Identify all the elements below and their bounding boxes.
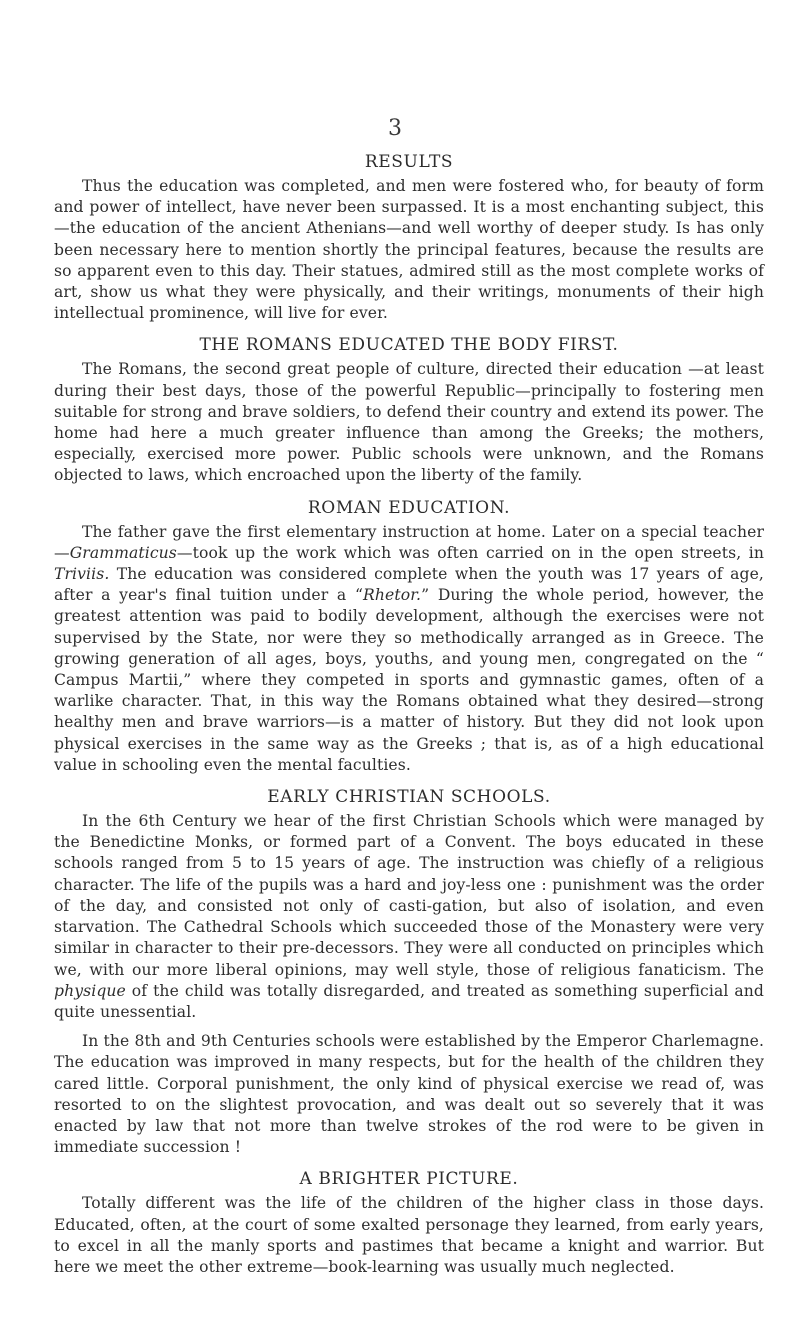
paragraph-brighter-picture: Totally different was the life of the children of the higher class in those days. Educated, often, at the court of some exalted personage they learned, from early years, to excel in all the manly sports and pastimes that became a knight and warrior. But here we meet the other extreme—book-learning was usually much neglected. — [54, 1194, 764, 1276]
heading-romans-body-first: THE ROMANS EDUCATED THE BODY FIRST. — [199, 335, 619, 356]
paragraph-charlemagne: In the 8th and 9th Centuries schools were established by the Emperor Charlemagne. The education was improved in many respects, but for the health of the children they cared little. Corporal punishment, the only kind of physical exercise we read of, was resorted to on the slightest provocation, and was dealt out so severely that it was enacted by law that not more than twelve strokes of the rod were to be given in immediate succession ! — [54, 1032, 764, 1157]
italic-term-physique: physique — [54, 981, 126, 1000]
heading-results: RESULTS — [364, 152, 454, 172]
heading-brighter-picture: A BRIGHTER PICTURE. — [299, 1169, 519, 1190]
text-run: of the child was totally disregarded, and treated as something superficial and quite unessential. — [54, 981, 764, 1021]
text-column — [54, 152, 764, 1278]
paragraph-roman-education — [54, 522, 764, 776]
text-run: The education was considered complete when the youth was 17 years of age, after a year's final tuition under a “ — [54, 565, 764, 605]
heading-roman-education: ROMAN EDUCATION. — [307, 497, 511, 518]
text-run: The father gave the first elementary instruction at home. Later on a special teacher— — [54, 522, 764, 562]
paragraph-early-christian-schools — [54, 811, 764, 1023]
text-run: —took up the work which was often carried on in the open streets, in — [176, 543, 764, 562]
page-number: 3 — [388, 116, 402, 141]
italic-term-rhetor: Rhetor. — [363, 586, 422, 605]
paragraph-results: Thus the education was completed, and men were fostered who, for beauty of form and power of intellect, have never been surpassed. It is a most enchanting subject, this—the education of the ancient Athenians—and well worthy of deeper study. Is has only been necessary here to mention shortly the principal features, because the results are so apparent even to this day. Their statues, admired still as the most complete works of art, show us what they were physically, and their writings, monuments of their high intellectual prominence, will live for ever. — [54, 177, 764, 323]
text-run: ” During the whole period, however, the greatest attention was paid to bodily development, although the exercises were not supervised by the State, nor were they so methodically arranged as in Greece. The growing generation of all ages, boys, youths, and young men, congregated on the “ Campus Martii,” where they competed in sports and gymnastic games, often of a warlike character. That, in this way the Romans obtained what they desired—strong healthy men and brave warriors—is a matter of history. But they did not look upon physical exercises in the same way as the Greeks ; that is, as of a high educational value in schooling even the mental faculties. — [54, 586, 764, 774]
paragraph-romans-body-first: The Romans, the second great people of culture, directed their education —at least during their best days, those of the powerful Republic—principally to fostering men suitable for strong and brave soldiers, to defend their country and extend its power. The home had here a much greater influence than among the Greeks; the mothers, especially, exercised more power. Public schools were unknown, and the Romans objected to laws, which encroached upon the liberty of the family. — [54, 360, 764, 485]
italic-term-triviis: Triviis. — [54, 565, 110, 584]
heading-early-christian-schools: EARLY CHRISTIAN SCHOOLS. — [267, 787, 551, 808]
italic-term-grammaticus: Grammaticus — [69, 543, 177, 562]
text-run: In the 6th Century we hear of the first Christian Schools which were managed by the Benedictine Monks, or formed part of a Convent. The boys educated in these schools ranged from 5 to 15 years of age. The instruction was chiefly of a religious character. The life of the pupils was a hard and joy-less one : punishment was the order of the day, and consisted not only of casti-gation, but also of isolation, and even starvation. The Cathedral Schools which succeeded those of the Monastery were very similar in character to their pre-decessors. They were all conducted on principles which we, with our more liberal opinions, may well style, those of religious fanaticism. The — [54, 812, 764, 979]
